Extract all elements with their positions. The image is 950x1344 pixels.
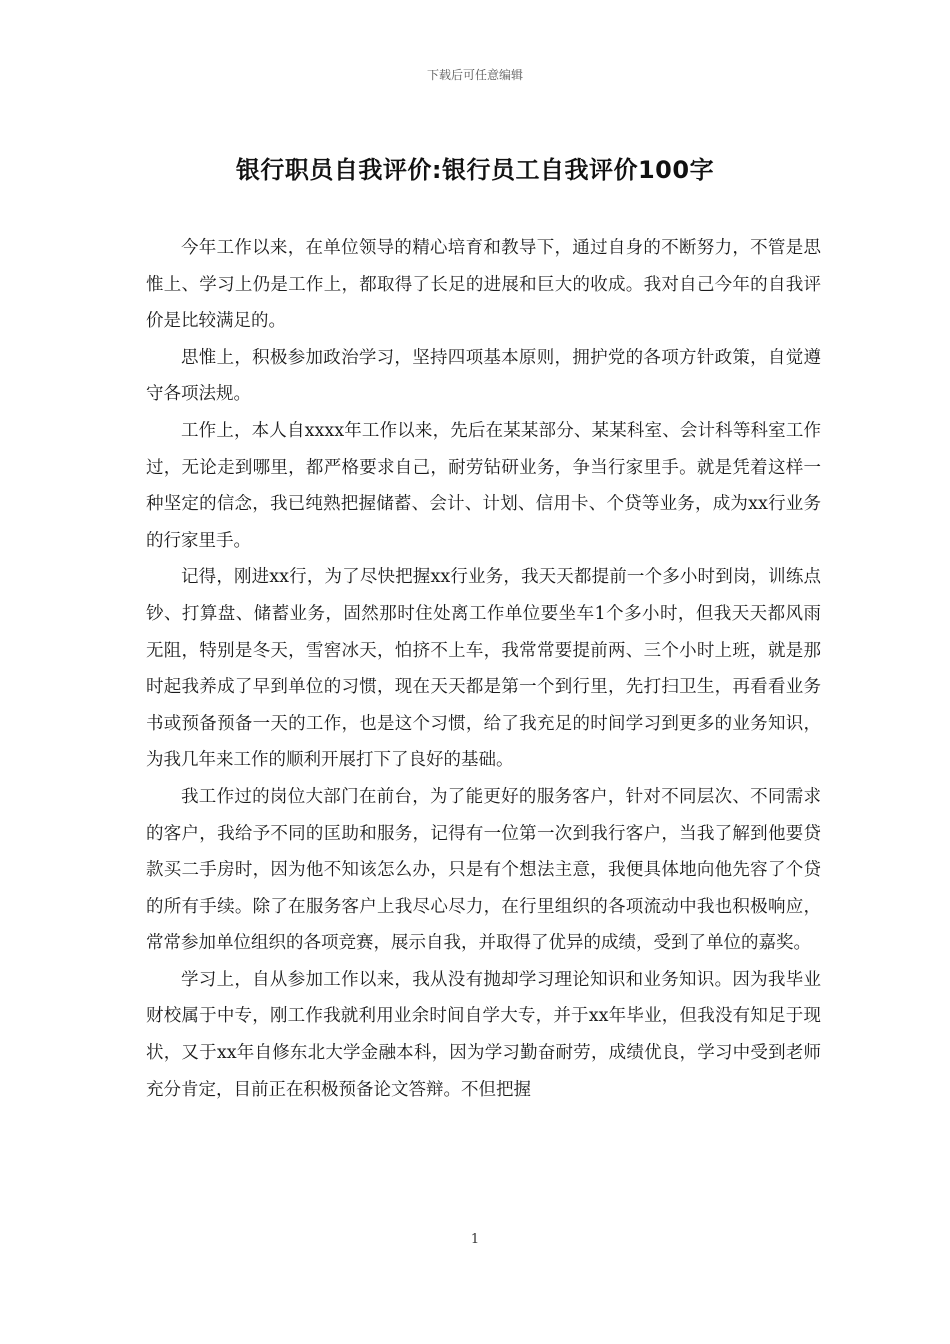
page-header: 下载后可任意编辑	[426, 68, 523, 82]
page-number: 1	[470, 1232, 480, 1247]
paragraph-service: 我工作过的岗位大部门在前台，为了能更好的服务客户，针对不同层次、不同需求的客户，我给予不同的匡助和服务，记得有一位第一次到我行客户，当我了解到他要贷款买二手房时，因为他不知该怎么办，只是有个想法主意，我便具体地向他先容了个贷的所有手续。除了在服务客户上我尽心尽力，在行里组织的各项流动中我也积极响应，常常参加单位组织的各项竞赛，展示自我，并取得了优异的成绩，受到了单位的嘉奖。	[146, 786, 821, 954]
paragraph-intro: 今年工作以来，在单位领导的精心培育和教导下，通过自身的不断努力，不管是思惟上、学习上仍是工作上，都取得了长足的进展和巨大的收成。我对自己今年的自我评价是比较满足的。	[146, 238, 821, 332]
paragraph-study: 学习上，自从参加工作以来，我从没有抛却学习理论知识和业务知识。因为我毕业财校属于中专，刚工作我就利用业余时间自学大专，并于xx年毕业，但我没有知足于现状，又于xx年自修东北大学金融本科，因为学习勤奋耐劳，成绩优良，学习中受到老师充分肯定，目前正在积极预备论文答辩。不但把握	[146, 969, 821, 1100]
paragraph-thinking: 思惟上，积极参加政治学习，坚持四项基本原则，拥护党的各项方针政策，自觉遵守各项法规。	[146, 347, 821, 405]
document-body	[146, 230, 821, 1108]
paragraph-memory: 记得，刚进xx行，为了尽快把握xx行业务，我天天都提前一个多小时到岗，训练点钞、打算盘、储蓄业务，固然那时住处离工作单位要坐车1个多小时，但我天天都风雨无阻，特别是冬天，雪窖冰天，怕挤不上车，我常常要提前两、三个小时上班，就是那时起我养成了早到单位的习惯，现在天天都是第一个到行里，先打扫卫生，再看看业务书或预备预备一天的工作，也是这个习惯，给了我充足的时间学习到更多的业务知识，为我几年来工作的顺利开展打下了良好的基础。	[146, 567, 821, 771]
document-title: 银行职员自我评价:银行员工自我评价100字	[235, 156, 715, 184]
paragraph-work: 工作上，本人自xxxx年工作以来，先后在某某部分、某某科室、会计科等科室工作过，无论走到哪里，都严格要求自己，耐劳钻研业务，争当行家里手。就是凭着这样一种坚定的信念，我已纯熟把握储蓄、会计、计划、信用卡、个贷等业务，成为xx行业务的行家里手。	[146, 420, 821, 551]
